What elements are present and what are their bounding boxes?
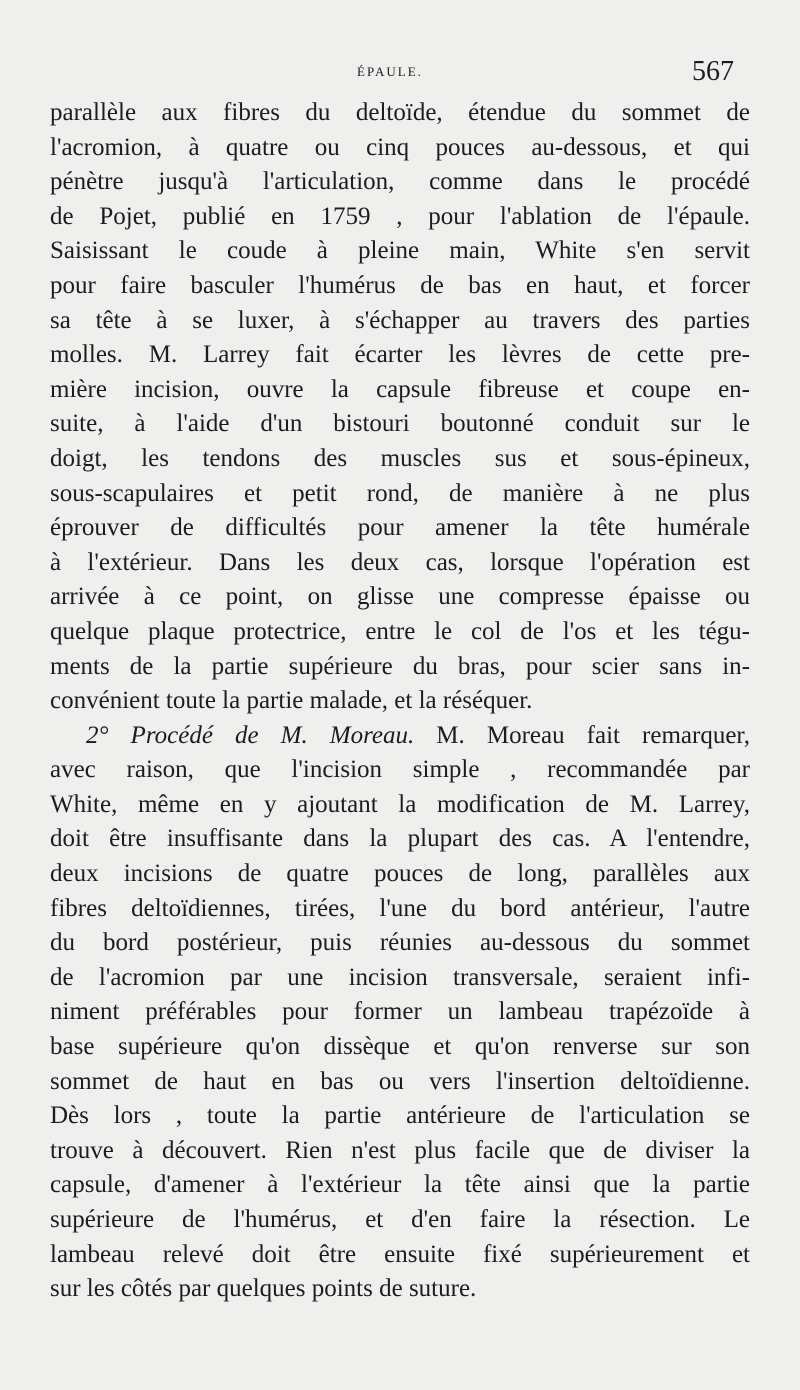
text-line: mière incision, ouvre la capsule fibreuse et coupe en- [50, 375, 750, 403]
text-line: sommet de haut en bas ou vers l'insertion deltoïdienne. [50, 1067, 750, 1095]
text-line: molles. M. Larrey fait écarter les lèvres de cette pre- [50, 341, 750, 369]
text-line: ments de la partie supérieure du bras, pour scier sans in- [50, 652, 750, 680]
text-line: Saisissant le coude à pleine main, White s'en servit [50, 237, 750, 265]
text-line: sur les côtés par quelques points de suture. [50, 1275, 477, 1303]
text-line: supérieure de l'humérus, et d'en faire la résection. Le [50, 1206, 750, 1233]
text-line: trouve à découvert. Rien n'est plus facile que de diviser la [50, 1136, 750, 1164]
text-line: base supérieure qu'on dissèque et qu'on renverse sur son [50, 1033, 750, 1061]
body-text [50, 96, 750, 1307]
text-line: l'acromion, à quatre ou cinq pouces au-dessous, et qui [50, 133, 750, 161]
page-number: 567 [692, 56, 734, 87]
text-line: doigt, les tendons des muscles sus et sous-épineux, [50, 444, 750, 472]
text-line: capsule, d'amener à l'extérieur la tête ainsi que la partie [50, 1171, 750, 1199]
text-line: lambeau relevé doit être ensuite fixé supérieurement et [50, 1240, 750, 1268]
text-line-rest: M. Moreau fait remarquer, [414, 721, 750, 749]
page-header [0, 56, 800, 96]
text-line: pénètre jusqu'à l'articulation, comme dans le procédé [50, 168, 750, 196]
text-line: suite, à l'aide d'un bistouri boutonné conduit sur le [50, 410, 750, 438]
text-line: niment préférables pour former un lambeau trapézoïde à [50, 998, 750, 1026]
text-line: quelque plaque protectrice, entre le col de l'os et les tégu- [50, 617, 750, 645]
text-line: arrivée à ce point, on glisse une compresse épaisse ou [50, 583, 750, 611]
text-line: parallèle aux fibres du deltoïde, étendue du sommet de [50, 99, 750, 126]
text-line: deux incisions de quatre pouces de long, parallèles aux [50, 860, 750, 888]
section-heading-line [50, 719, 750, 754]
text-line: convénient toute la partie malade, et la réséquer. [50, 687, 533, 715]
section-heading: 2° Procédé de M. Moreau. [86, 721, 415, 749]
running-head: ÉPAULE. [357, 64, 423, 79]
text-line: pour faire basculer l'humérus de bas en haut, et forcer [50, 271, 750, 299]
text-line: doit être insuffisante dans la plupart des cas. A l'entendre, [50, 825, 750, 853]
text-line: sa tête à se luxer, à s'échapper au travers des parties [50, 306, 750, 334]
text-line: Dès lors , toute la partie antérieure de l'articulation se [50, 1102, 750, 1130]
text-line: fibres deltoïdiennes, tirées, l'une du bord antérieur, l'autre [50, 894, 750, 922]
text-line: avec raison, que l'incision simple , recommandée par [50, 756, 750, 784]
text-line: à l'extérieur. Dans les deux cas, lorsque l'opération est [50, 548, 750, 576]
text-line: de Pojet, publié en 1759 , pour l'ablation de l'épaule. [50, 202, 750, 230]
text-line: du bord postérieur, puis réunies au-dessous du sommet [50, 929, 750, 957]
text-line: White, même en y ajoutant la modification de M. Larrey, [50, 790, 750, 818]
text-line: éprouver de difficultés pour amener la tête humérale [50, 514, 750, 542]
text-line: sous-scapulaires et petit rond, de manière à ne plus [50, 479, 750, 507]
text-line: de l'acromion par une incision transversale, seraient infi- [50, 963, 750, 991]
